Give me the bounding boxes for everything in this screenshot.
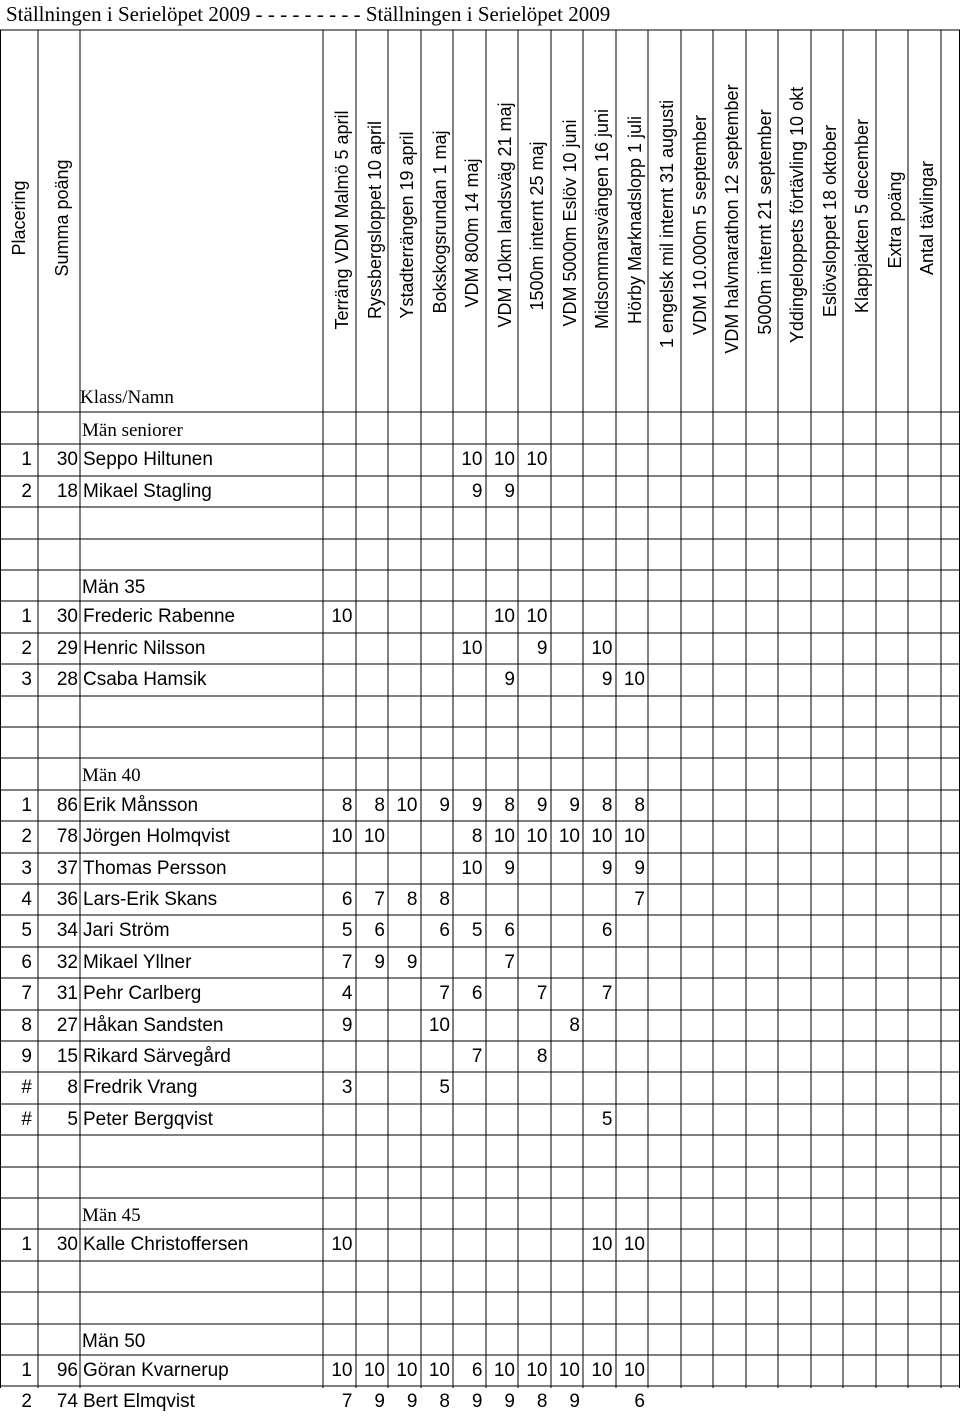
score-cell: 9 [504, 669, 515, 691]
score-cell: 6 [601, 920, 613, 942]
score-cell: 10 [623, 669, 645, 691]
points-cell: 37 [56, 857, 78, 879]
points-cell: 30 [56, 606, 78, 628]
placement-cell: 2 [21, 826, 32, 848]
points-cell: 5 [67, 1108, 78, 1130]
score-cell: 10 [461, 857, 483, 879]
score-cell: 10 [493, 826, 515, 848]
race-header: VDM 10km landsväg 21 maj [494, 102, 515, 328]
score-cell: 3 [341, 1077, 353, 1099]
section-title: Män seniorer [82, 420, 183, 441]
placement-cell: 8 [21, 1014, 32, 1036]
score-cell: 6 [504, 920, 515, 942]
score-cell: 7 [341, 951, 353, 973]
score-cell: 10 [591, 826, 613, 848]
placement-cell: 5 [21, 920, 32, 942]
race-header: VDM 10.000m 5 september [689, 114, 710, 336]
runner-name: Håkan Sandsten [83, 1014, 224, 1036]
placement-cell: # [21, 1077, 32, 1099]
score-cell: 8 [536, 1391, 548, 1413]
score-cell: 8 [634, 794, 645, 816]
race-header: VDM halvmarathon 12 september [722, 84, 743, 354]
score-cell: 8 [341, 794, 353, 816]
runner-name: Mikael Yllner [83, 951, 192, 973]
race-header: Klappjakten 5 december [852, 118, 873, 314]
points-cell: 27 [56, 1014, 78, 1036]
score-cell: 7 [439, 983, 450, 1005]
score-cell: 8 [536, 1046, 548, 1067]
score-cell: 10 [591, 1360, 613, 1381]
score-cell: 6 [374, 920, 385, 942]
score-cell: 8 [601, 794, 613, 816]
points-cell: 18 [56, 480, 78, 502]
runner-name: Bert Elmqvist [83, 1391, 195, 1413]
points-cell: 86 [56, 794, 78, 816]
score-cell: 10 [526, 449, 548, 471]
placement-cell: 1 [21, 1360, 32, 1381]
score-cell: 7 [471, 1046, 483, 1067]
race-header: VDM 5000m Eslöv 10 juni [559, 119, 580, 327]
runner-name: Erik Månsson [83, 794, 199, 816]
score-cell: 10 [493, 449, 515, 471]
placement-cell: 7 [21, 983, 32, 1005]
score-cell: 10 [331, 826, 353, 848]
score-cell: 10 [623, 1360, 645, 1381]
score-cell: 7 [341, 1391, 353, 1413]
score-cell: 5 [601, 1108, 613, 1130]
runner-name: Henric Nilsson [83, 637, 206, 659]
runner-name: Kalle Christoffersen [83, 1234, 249, 1256]
points-cell: 30 [56, 1234, 78, 1256]
runner-name: Pehr Carlberg [83, 983, 202, 1005]
runner-name: Rikard Särvegård [83, 1046, 231, 1067]
score-cell: 7 [634, 889, 645, 910]
race-header: Hörby Marknadslopp 1 juli [624, 115, 645, 325]
points-cell: 8 [67, 1077, 78, 1099]
score-cell: 9 [471, 480, 483, 502]
score-cell: 9 [504, 480, 515, 502]
score-cell: 10 [526, 606, 548, 628]
score-cell: 5 [439, 1077, 450, 1099]
score-cell: 7 [374, 889, 385, 910]
score-cell: 9 [374, 1391, 385, 1413]
score-cell: 10 [461, 449, 483, 471]
points-cell: 74 [56, 1391, 78, 1413]
score-cell: 9 [471, 794, 483, 816]
points-cell: 32 [56, 951, 78, 973]
score-cell: 8 [439, 889, 450, 910]
score-cell: 10 [331, 1234, 353, 1256]
placement-cell: 1 [21, 606, 32, 628]
runner-name: Jörgen Holmqvist [83, 826, 230, 848]
placement-cell: 1 [21, 794, 32, 816]
score-cell: 9 [504, 857, 515, 879]
runner-name: Frederic Rabenne [83, 606, 236, 628]
score-cell: 10 [363, 826, 385, 848]
score-cell: 10 [428, 1360, 450, 1381]
runner-name: Göran Kvarnerup [83, 1360, 229, 1381]
score-cell: 4 [341, 983, 353, 1005]
points-cell: 36 [56, 889, 78, 910]
score-cell: 7 [504, 951, 515, 973]
score-cell: 10 [623, 1234, 645, 1256]
placement-cell: 6 [21, 951, 32, 973]
placement-cell: 2 [21, 480, 32, 502]
runner-name: Thomas Persson [83, 857, 227, 879]
score-cell: 8 [504, 794, 515, 816]
score-cell: 9 [569, 1391, 580, 1413]
score-cell: 10 [493, 606, 515, 628]
score-cell: 8 [374, 794, 385, 816]
section-title: Män 45 [82, 1205, 141, 1226]
score-cell: 9 [536, 794, 548, 816]
race-header: Yddingeloppets förtävling 10 okt [787, 86, 808, 344]
score-cell: 9 [504, 1391, 515, 1413]
score-cell: 6 [471, 1360, 483, 1381]
points-cell: 30 [56, 449, 78, 471]
race-header: Antal tävlingar [917, 160, 938, 276]
race-header: 1 engelsk mil internt 31 augusti [657, 99, 678, 349]
placement-cell: 9 [21, 1046, 32, 1067]
score-cell: 9 [536, 637, 548, 659]
runner-name: Peter Bergqvist [83, 1108, 213, 1130]
placement-cell: 3 [21, 857, 32, 879]
score-cell: 7 [536, 983, 548, 1005]
points-cell: 15 [56, 1046, 78, 1067]
score-cell: 10 [526, 826, 548, 848]
page-title: Ställningen i Serielöpet 2009 - - - - - - - - - Ställningen i Serielöpet 2009 [6, 2, 611, 26]
points-cell: 29 [56, 637, 78, 659]
score-cell: 9 [601, 857, 613, 879]
runner-name: Mikael Stagling [83, 480, 212, 502]
section-title: Män 40 [82, 765, 141, 787]
score-cell: 5 [341, 920, 353, 942]
section-title: Män 50 [82, 1330, 146, 1352]
score-cell: 6 [439, 920, 450, 942]
score-cell: 8 [471, 826, 483, 848]
race-header: Midsommarsvängen 16 juni [592, 108, 613, 330]
score-cell: 10 [493, 1360, 515, 1381]
runner-name: Lars-Erik Skans [83, 889, 218, 910]
placement-cell: 1 [21, 1234, 32, 1256]
placement-header: Placering [9, 180, 29, 256]
score-cell: 9 [569, 794, 580, 816]
points-cell: 34 [56, 920, 78, 942]
race-header: Eslövsloppet 18 oktober [819, 124, 840, 318]
score-cell: 8 [439, 1391, 450, 1413]
score-cell: 10 [396, 794, 418, 816]
score-cell: 9 [406, 1391, 418, 1413]
points-cell: 31 [56, 983, 78, 1005]
points-header: Summa poäng [52, 159, 72, 277]
score-cell: 10 [461, 637, 483, 659]
score-cell: 6 [341, 889, 353, 910]
placement-cell: 4 [21, 889, 32, 910]
placement-cell: 3 [21, 669, 32, 691]
points-cell: 96 [56, 1360, 78, 1381]
placement-cell: # [21, 1108, 32, 1130]
score-cell: 10 [591, 637, 613, 659]
race-header: Ystadterrängen 19 april [397, 131, 418, 319]
placement-cell: 2 [21, 637, 32, 659]
race-header: Terräng VDM Malmö 5 april [332, 110, 353, 330]
score-cell: 5 [471, 920, 483, 942]
race-header: Extra poäng [884, 171, 905, 269]
race-header: VDM 800m 14 maj [462, 158, 483, 308]
points-cell: 28 [56, 669, 78, 691]
race-header: 5000m internt 21 september [754, 109, 775, 335]
runner-name: Seppo Hiltunen [83, 449, 213, 471]
score-cell: 10 [331, 606, 353, 628]
race-header: Ryssbergsloppet 10 april [364, 120, 385, 320]
score-cell: 10 [558, 1360, 580, 1381]
race-header: 1500m internt 25 maj [527, 141, 548, 311]
score-cell: 9 [374, 951, 385, 973]
score-cell: 10 [558, 826, 580, 848]
score-cell: 8 [406, 889, 418, 910]
score-cell: 9 [471, 1391, 483, 1413]
class-name-header: Klass/Namn [80, 387, 174, 408]
score-cell: 10 [591, 1234, 613, 1256]
runner-name: Csaba Hamsik [83, 669, 207, 691]
score-cell: 7 [601, 983, 613, 1005]
placement-cell: 2 [21, 1391, 32, 1413]
runner-name: Fredrik Vrang [83, 1077, 198, 1099]
score-cell: 9 [341, 1014, 353, 1036]
score-cell: 10 [396, 1360, 418, 1381]
score-cell: 10 [428, 1014, 450, 1036]
score-cell: 6 [471, 983, 483, 1005]
points-cell: 78 [56, 826, 78, 848]
section-title: Män 35 [82, 577, 146, 598]
score-cell: 9 [439, 794, 450, 816]
score-cell: 9 [601, 669, 613, 691]
placement-cell: 1 [21, 449, 32, 471]
score-cell: 10 [526, 1360, 548, 1381]
runner-name: Jari Ström [83, 920, 170, 942]
score-cell: 6 [634, 1391, 645, 1413]
score-cell: 10 [331, 1360, 353, 1381]
score-cell: 9 [634, 857, 645, 879]
score-cell: 9 [406, 951, 418, 973]
score-cell: 10 [623, 826, 645, 848]
score-cell: 10 [363, 1360, 385, 1381]
race-header: Bokskogsrundan 1 maj [429, 130, 450, 314]
score-cell: 8 [569, 1014, 580, 1036]
